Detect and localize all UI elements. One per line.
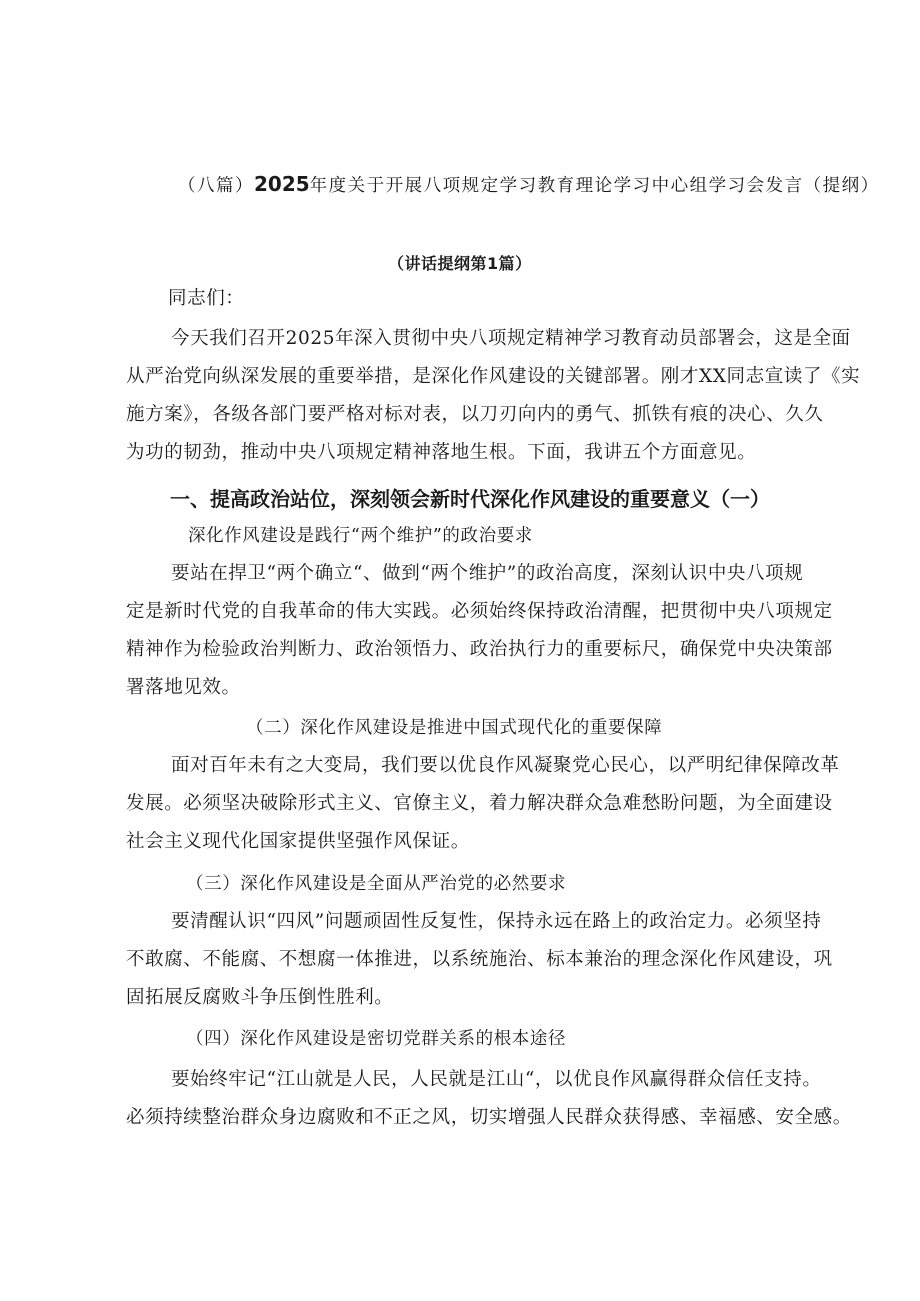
intro-line: 今天我们召开2025年深入贯彻中央八项规定精神学习教育动员部署会，这是全面 — [171, 328, 851, 349]
title-suffix: 年度关于开展八项规定学习教育理论学习中心组学习会发言（提纲） — [309, 176, 880, 196]
paragraph-line: 定是新时代党的自我革命的伟大实践。必须始终保持政治清醒，把贯彻中央八项规定 — [126, 601, 833, 622]
section-heading: 一、提高政治站位，深刻领会新时代深化作风建设的重要意义（一） — [170, 487, 770, 511]
document-subtitle: （讲话提纲第1篇） — [388, 254, 532, 273]
subsection-heading: （四）深化作风建设是密切党群关系的根本途径 — [186, 1029, 567, 1049]
subsection-heading: （三）深化作风建设是全面从严治党的必然要求 — [186, 874, 567, 894]
paragraph-line: 社会主义现代化国家提供坚强作风保证。 — [126, 831, 470, 852]
subsection-heading: 深化作风建设是践行“两个维护”的政治要求 — [188, 526, 533, 546]
paragraph-line: 面对百年未有之大变局，我们要以优良作风凝聚党心民心，以严明纪律保障改革 — [171, 755, 840, 776]
paragraph-line: 必须持续整治群众身边腐败和不正之风，切实增强人民群众获得感、幸福感、安全感。 — [126, 1107, 852, 1128]
subsection-heading: （二）深化作风建设是推进中国式现代化的重要保障 — [246, 718, 663, 738]
title-year: 2025 — [254, 172, 310, 196]
paragraph-line: 要站在捍卫“两个确立“、做到“两个维护”的政治高度，深刻认识中央八项规 — [171, 563, 804, 584]
intro-line: 从严治党向纵深发展的重要举措，是深化作风建设的关键部署。刚才XX同志宣读了《实 — [126, 366, 861, 387]
paragraph-line: 不敢腐、不能腐、不想腐一体推进，以系统施治、标本兼治的理念深化作风建设，巩 — [126, 949, 833, 970]
paragraph-line: 要始终牢记“江山就是人民，人民就是江山“，以优良作风赢得群众信任支持。 — [171, 1069, 822, 1090]
title-prefix: （八篇） — [178, 176, 254, 196]
document-title — [178, 170, 880, 200]
paragraph-line: 署落地见效。 — [126, 677, 241, 698]
paragraph-line: 发展。必须坚决破除形式主义、官僚主义，着力解决群众急难愁盼问题，为全面建设 — [126, 793, 833, 814]
intro-line: 为功的韧劲，推动中央八项规定精神落地生根。下面，我讲五个方面意见。 — [126, 442, 757, 463]
intro-line: 施方案》，各级各部门要严格对标对表，以刀刃向内的勇气、抓铁有痕的决心、久久 — [126, 404, 824, 425]
paragraph-line: 精神作为检验政治判断力、政治领悟力、政治执行力的重要标尺，确保党中央决策部 — [126, 639, 833, 660]
paragraph-line: 固拓展反腐败斗争压倒性胜利。 — [126, 987, 394, 1008]
paragraph-line: 要清醒认识“四风”问题顽固性反复性，保持永远在路上的政治定力。必须坚持 — [171, 911, 822, 932]
salutation: 同志们： — [168, 288, 245, 309]
